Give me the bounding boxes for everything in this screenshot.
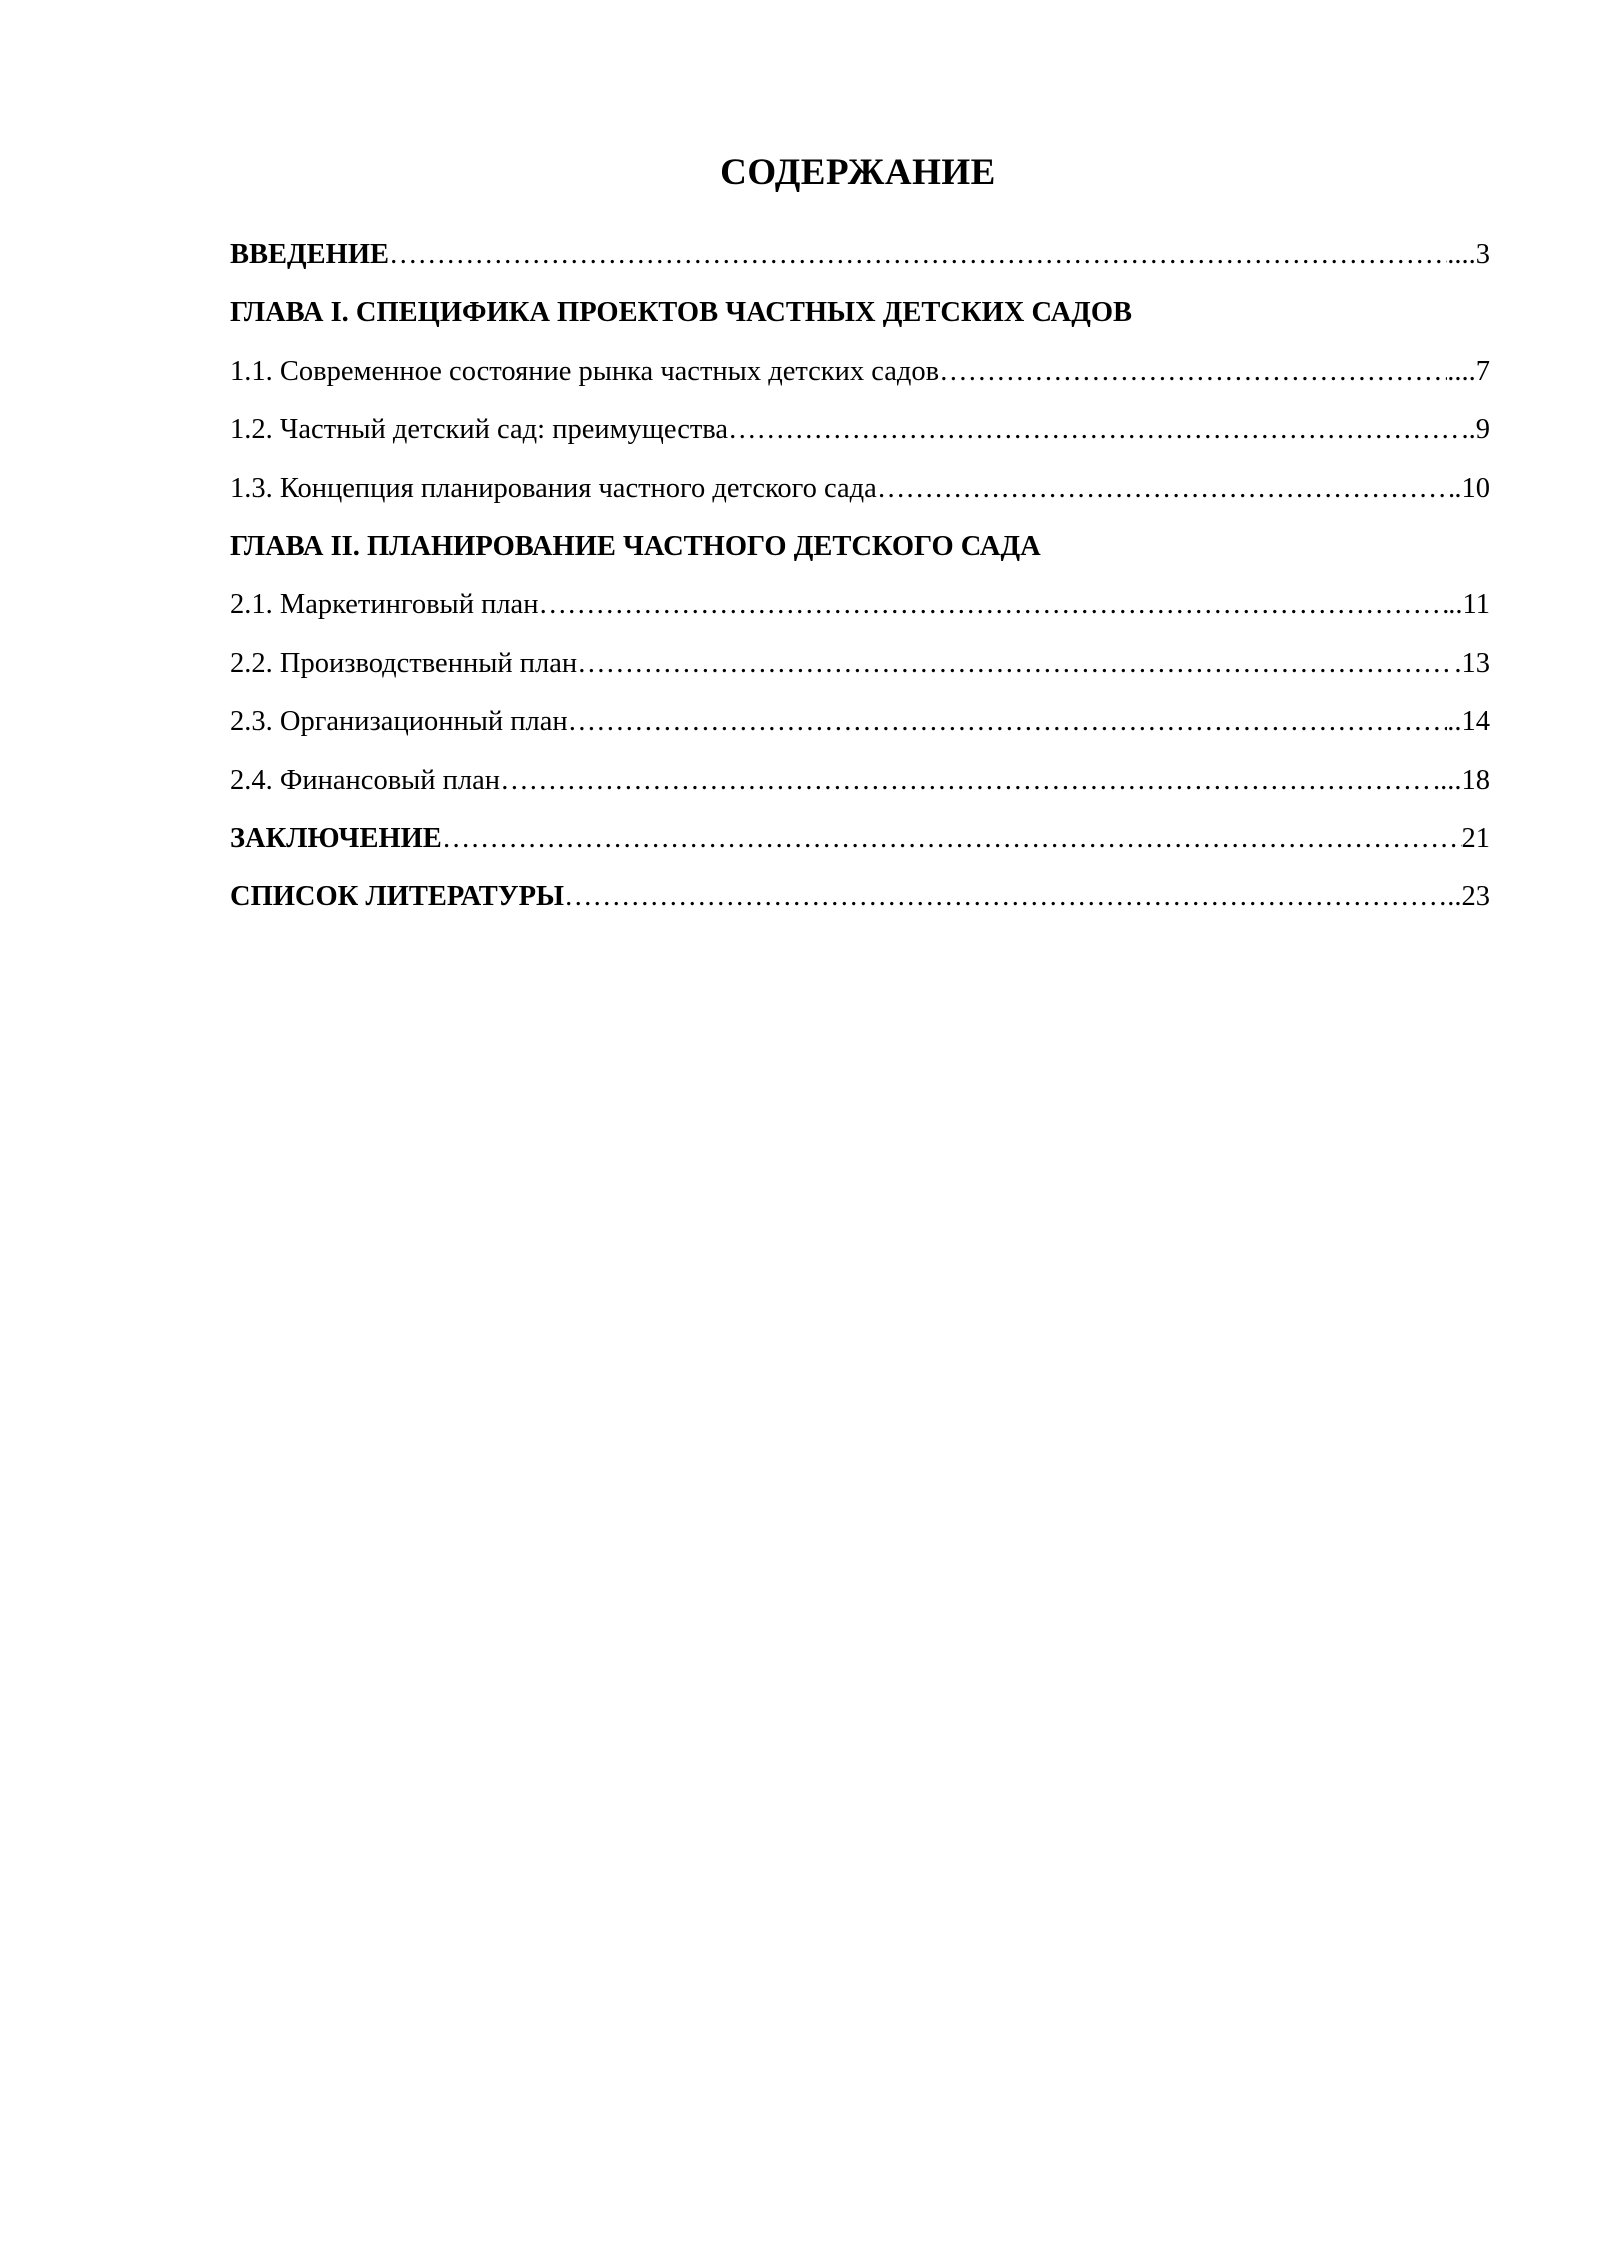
toc-entry-label: 1.3. Концепция планирования частного детского сада xyxy=(230,472,877,504)
toc-leader-dots xyxy=(500,761,1433,801)
toc-entry-2-2 xyxy=(230,644,1490,702)
toc-entry-page: ..23 xyxy=(1447,881,1490,913)
toc-entry-label: 2.4. Финансовый план xyxy=(230,764,501,796)
toc-entry-label: ЗАКЛЮЧЕНИЕ xyxy=(230,822,442,854)
toc-leader-dots xyxy=(577,644,1454,684)
toc-entry-label: СПИСОК ЛИТЕРАТУРЫ xyxy=(230,881,565,913)
toc-entry-introduction xyxy=(230,235,1490,293)
toc-entry-label: 1.1. Современное состояние рынка частных детских садов xyxy=(230,355,940,387)
toc-entry-page: .13 xyxy=(1454,647,1490,679)
toc-entry-page: ..11 xyxy=(1448,589,1490,621)
toc-entry-label: 2.1. Маркетинговый план xyxy=(230,589,539,621)
toc-entry-page: ..14 xyxy=(1447,706,1490,738)
toc-entry-page: ....3 xyxy=(1447,239,1490,270)
toc-entry-page: ....18 xyxy=(1433,764,1490,796)
toc-entry-label: 2.3. Организационный план xyxy=(230,706,568,738)
toc-entry-chapter-2 xyxy=(230,527,1490,585)
toc-entry-label: 2.2. Производственный план xyxy=(230,647,578,679)
toc-entry-1-3 xyxy=(230,469,1490,527)
toc-entry-label: 1.2. Частный детский сад: преимущества xyxy=(230,414,729,446)
toc-leader-dots xyxy=(939,352,1447,392)
toc-entry-label: ГЛАВА II. ПЛАНИРОВАНИЕ ЧАСТНОГО ДЕТСКОГО САДА xyxy=(230,530,1041,562)
toc-entry-page: ..9 xyxy=(1461,414,1490,446)
toc-entry-page: ....7 xyxy=(1447,355,1490,387)
toc-leader-dots xyxy=(389,235,1447,275)
toc-entry-page: .10 xyxy=(1454,472,1490,504)
toc-entry-2-3 xyxy=(230,702,1490,760)
toc-leader-dots xyxy=(538,585,1448,625)
toc-entry-page: 21 xyxy=(1461,822,1490,854)
toc-leader-dots xyxy=(728,410,1461,450)
toc-entry-1-1 xyxy=(230,352,1490,410)
toc-entry-2-1 xyxy=(230,585,1490,643)
toc-entry-chapter-1 xyxy=(230,293,1490,351)
toc-leader-dots xyxy=(877,469,1455,509)
toc-entry-label: ВВЕДЕНИЕ xyxy=(230,239,389,270)
toc-entry-bibliography xyxy=(230,877,1490,935)
toc-entry-2-4 xyxy=(230,761,1490,819)
toc-title: СОДЕРЖАНИЕ xyxy=(720,152,996,193)
toc-leader-dots xyxy=(568,702,1448,742)
toc-entry-conclusion xyxy=(230,819,1490,877)
toc-entry-1-2 xyxy=(230,410,1490,468)
toc-entry-label: ГЛАВА I. СПЕЦИФИКА ПРОЕКТОВ ЧАСТНЫХ ДЕТСКИХ САДОВ xyxy=(230,297,1133,329)
toc-list xyxy=(230,235,1490,936)
toc-leader-dots xyxy=(564,877,1447,917)
toc-leader-dots xyxy=(442,819,1462,859)
